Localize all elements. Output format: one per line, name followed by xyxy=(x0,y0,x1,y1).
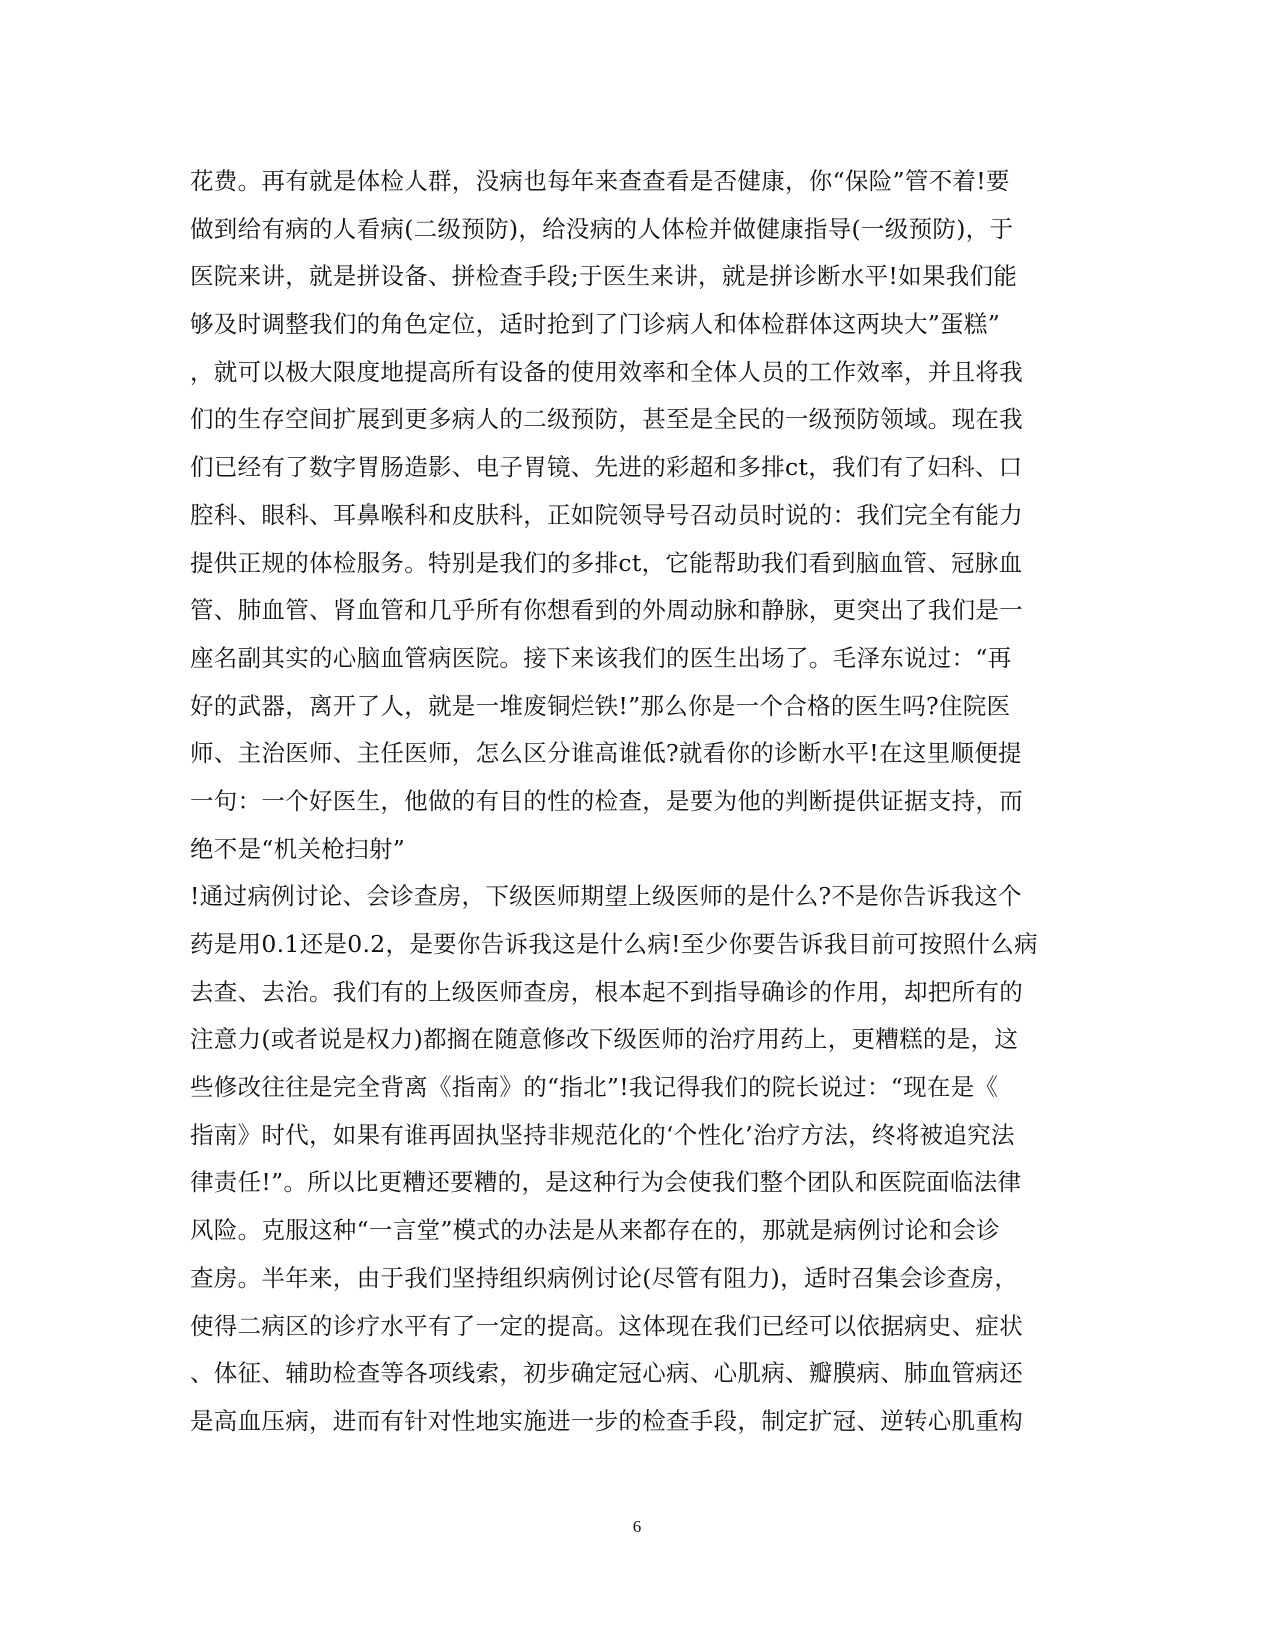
text-line: 绝不是“机关枪扫射” xyxy=(190,834,406,863)
text-line: 指南》时代，如果有谁再固执坚持非规范化的‘个性化’治疗方法，终将被追究法 xyxy=(190,1120,1015,1149)
text-line: 去查、去治。我们有的上级医师查房，根本起不到指导确诊的作用，却把所有的 xyxy=(190,977,1023,1006)
text-line: 们的生存空间扩展到更多病人的二级预防，甚至是全民的一级预防领域。现在我 xyxy=(190,405,1023,434)
text-line: 查房。半年来，由于我们坚持组织病例讨论(尽管有阻力)，适时召集会诊查房， xyxy=(190,1263,1019,1292)
text-line: 座名副其实的心脑血管病医院。接下来该我们的医生出场了。毛泽东说过：“再 xyxy=(190,643,1012,672)
text-line: 、体征、辅助检查等各项线索，初步确定冠心病、心肌病、瓣膜病、肺血管病还 xyxy=(190,1359,1023,1388)
text-line: 药是用0.1还是0.2，是要你告诉我这是什么病!至少你要告诉我目前可按照什么病 xyxy=(190,930,1038,958)
text-line: 花费。再有就是体检人群，没病也每年来查查看是否健康，你“保险”管不着!要 xyxy=(190,167,1010,195)
text-line: 些修改往往是完全背离《指南》的“指北”!我记得我们的院长说过：“现在是《 xyxy=(190,1073,999,1102)
text-line: 律责任!”。所以比更糟还要糟的，是这种行为会使我们整个团队和医院面临法律 xyxy=(190,1168,1022,1197)
text-line: 好的武器，离开了人，就是一堆废铜烂铁!”那么你是一个合格的医生吗?住院医 xyxy=(190,691,1011,720)
body-text xyxy=(190,158,1090,1446)
text-line: 师、主治医师、主任医师，怎么区分谁高谁低?就看你的诊断水平!在这里顺便提 xyxy=(190,739,1022,768)
text-line: 管、肺血管、肾血管和几乎所有你想看到的外周动脉和静脉，更突出了我们是一 xyxy=(190,596,1023,625)
text-line: !通过病例讨论、会诊查房，下级医师期望上级医师的是什么?不是你告诉我这个 xyxy=(190,882,1022,911)
text-line: 们已经有了数字胃肠造影、电子胃镜、先进的彩超和多排ct，我们有了妇科、口 xyxy=(190,453,1023,482)
text-line: 使得二病区的诊疗水平有了一定的提高。这体现在我们已经可以依据病史、症状 xyxy=(190,1311,1023,1340)
page-number: 6 xyxy=(632,1517,642,1536)
text-line: 风险。克服这种“一言堂”模式的办法是从来都存在的，那就是病例讨论和会诊 xyxy=(190,1216,1001,1245)
text-line: 医院来讲，就是拼设备、拼检查手段;于医生来讲，就是拼诊断水平!如果我们能 xyxy=(190,262,1018,291)
text-line: 做到给有病的人看病(二级预防)，给没病的人体检并做健康指导(一级预防)，于 xyxy=(190,214,1014,243)
text-line: 是高血压病，进而有针对性地实施进一步的检查手段，制定扩冠、逆转心肌重构 xyxy=(190,1406,1023,1435)
text-line: 一句：一个好医生，他做的有目的性的检查，是要为他的判断提供证据支持，而 xyxy=(190,786,1023,815)
text-line: ，就可以极大限度地提高所有设备的使用效率和全体人员的工作效率，并且将我 xyxy=(190,357,1023,386)
text-line: 够及时调整我们的角色定位，适时抢到了门诊病人和体检群体这两块大”蛋糕” xyxy=(190,310,1001,339)
text-line: 提供正规的体检服务。特别是我们的多排ct，它能帮助我们看到脑血管、冠脉血 xyxy=(190,548,1023,577)
text-line: 腔科、眼科、耳鼻喉科和皮肤科，正如院领导号召动员时说的：我们完全有能力 xyxy=(190,500,1023,529)
text-line: 注意力(或者说是权力)都搁在随意修改下级医师的治疗用药上，更糟糕的是，这 xyxy=(190,1025,1019,1054)
